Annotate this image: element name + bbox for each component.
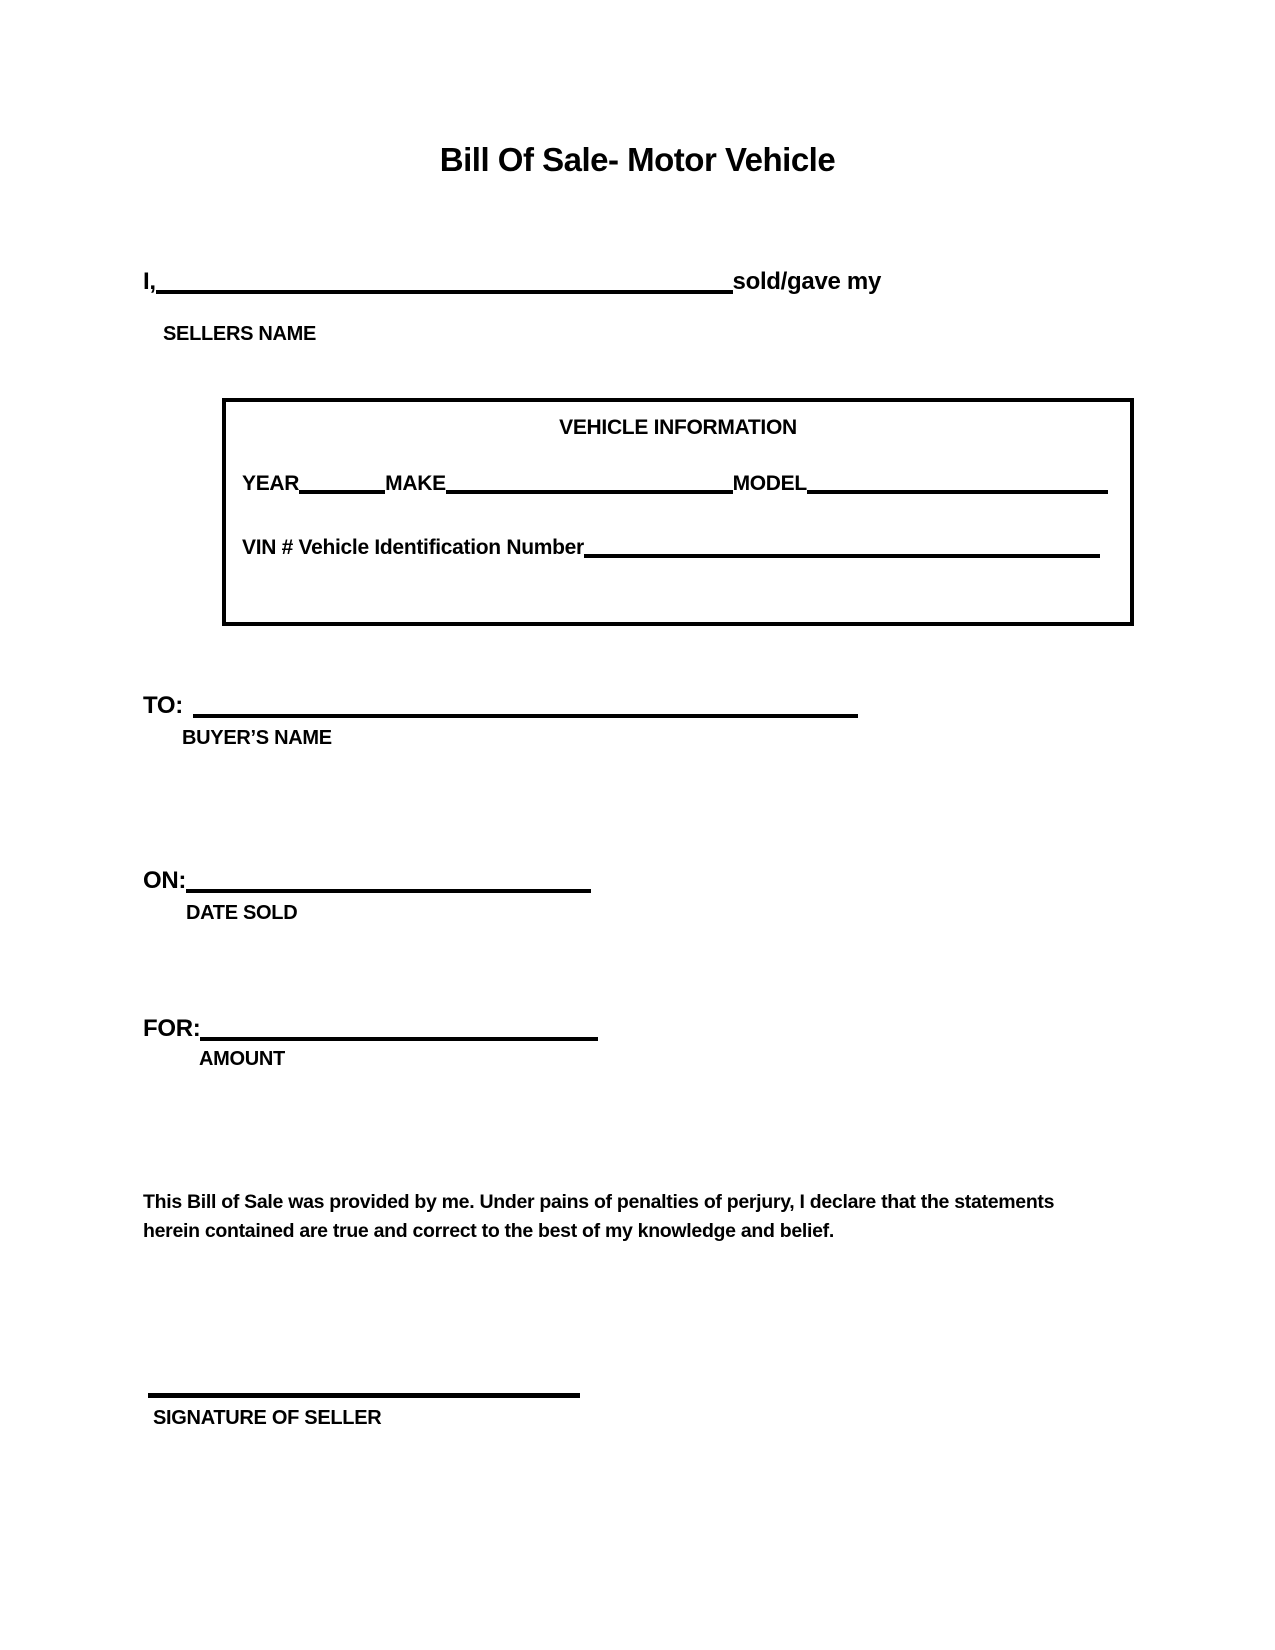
vehicle-information-box [222, 398, 1134, 626]
vehicle-year-make-model-row [242, 472, 1108, 496]
make-label: MAKE [385, 472, 446, 495]
seller-line-row [143, 268, 881, 296]
year-label: YEAR [242, 472, 300, 495]
seller-line-prefix: I, [143, 268, 156, 295]
seller-line-suffix: sold/gave my [732, 268, 881, 295]
to-label: TO: [143, 692, 183, 719]
model-input[interactable] [807, 490, 1108, 494]
page-title: Bill Of Sale- Motor Vehicle [439, 141, 836, 178]
on-label: ON: [143, 867, 187, 894]
buyer-row [143, 692, 858, 720]
sellers-name-label: SELLERS NAME [163, 323, 317, 345]
model-label: MODEL [732, 472, 807, 495]
vin-input[interactable] [584, 554, 1100, 558]
declaration-text: This Bill of Sale was provided by me. Under pains of penalties of perjury, I declare that the statements herein contained are true and correct to the best of my knowledge and belief. [143, 1191, 1055, 1243]
amount-label: AMOUNT [199, 1048, 285, 1070]
make-input[interactable] [446, 490, 733, 494]
for-label: FOR: [143, 1015, 201, 1042]
buyers-name-label: BUYER’S NAME [182, 727, 332, 749]
vehicle-vin-row [242, 536, 1100, 560]
date-sold-input[interactable] [186, 889, 591, 893]
amount-row [143, 1015, 598, 1043]
seller-name-input[interactable] [156, 290, 733, 294]
vehicle-information-heading: VEHICLE INFORMATION [559, 416, 797, 439]
date-sold-row [143, 867, 591, 895]
year-input[interactable] [299, 490, 385, 494]
amount-input[interactable] [200, 1037, 598, 1041]
vin-label: VIN # Vehicle Identification Number [242, 536, 584, 559]
date-sold-label: DATE SOLD [186, 902, 298, 924]
signature-of-seller-label: SIGNATURE OF SELLER [153, 1407, 382, 1429]
buyer-name-input[interactable] [193, 714, 858, 718]
seller-signature-input[interactable] [148, 1378, 580, 1398]
